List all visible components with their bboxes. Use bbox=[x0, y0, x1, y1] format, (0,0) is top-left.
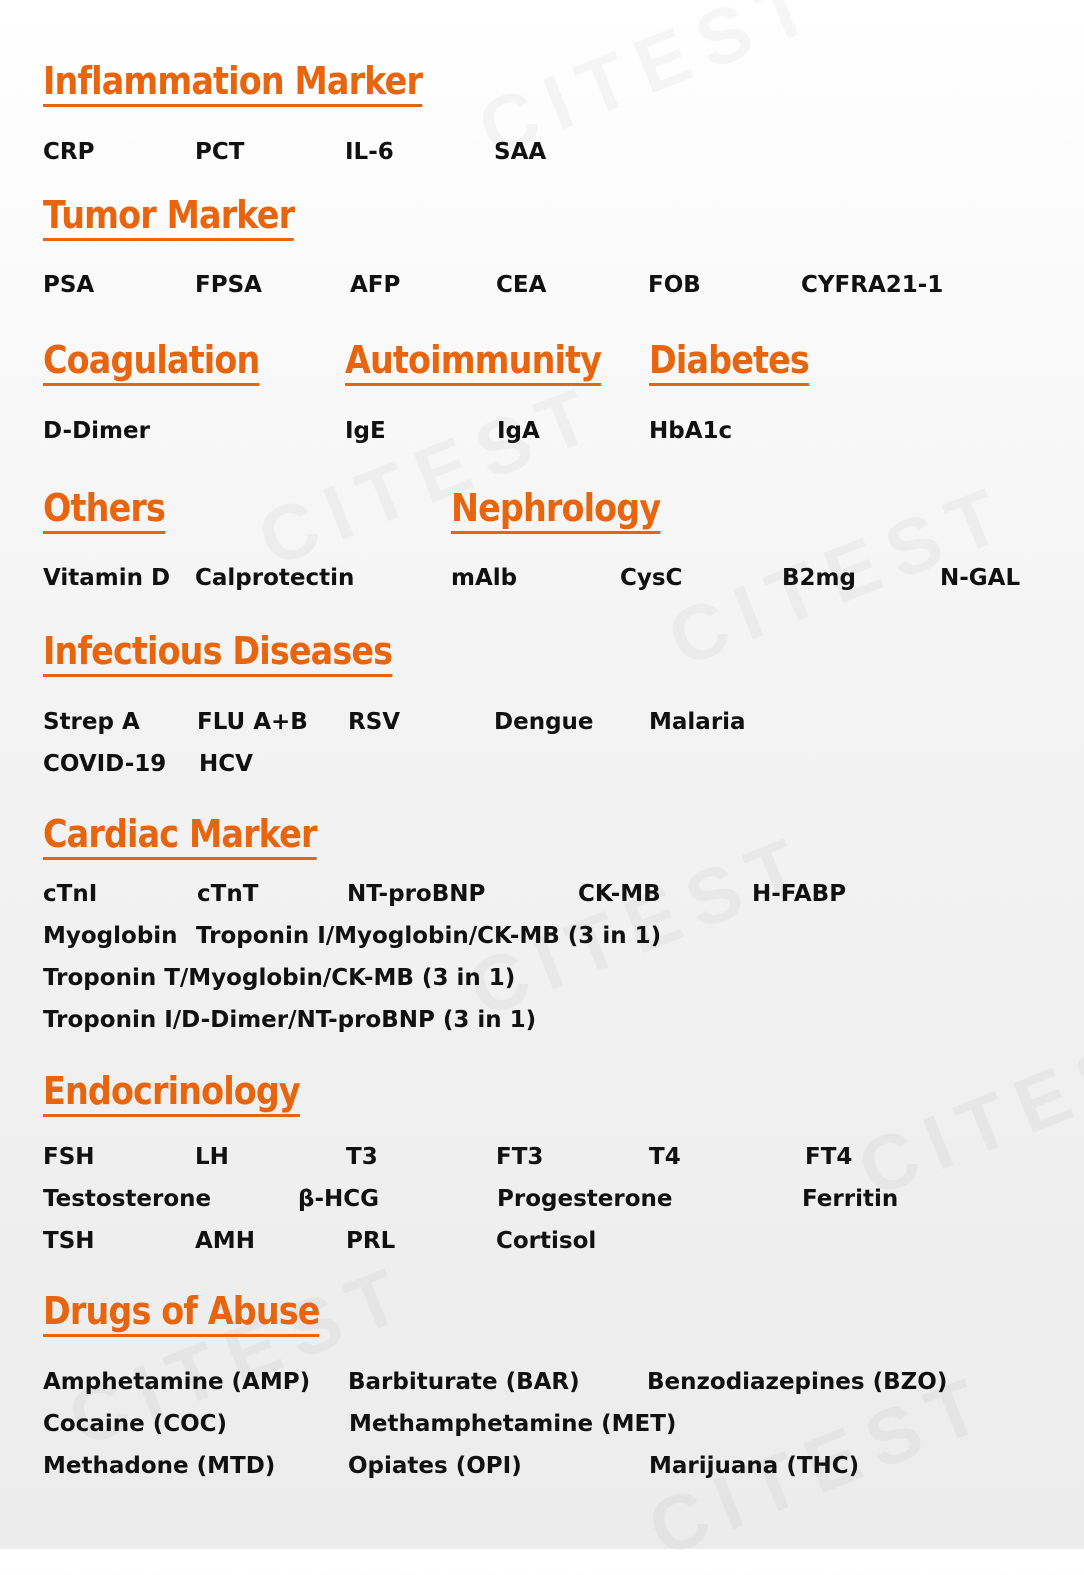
section-title-infectious: Infectious Diseases bbox=[43, 628, 392, 677]
test-item: Methadone (MTD) bbox=[43, 1453, 276, 1479]
test-item: Ferritin bbox=[802, 1186, 899, 1212]
test-item: Amphetamine (AMP) bbox=[43, 1369, 311, 1395]
test-item: T3 bbox=[346, 1144, 378, 1170]
test-item: Marijuana (THC) bbox=[649, 1453, 860, 1479]
section-title-nephrology: Nephrology bbox=[451, 485, 660, 534]
test-item: CK-MB bbox=[578, 881, 661, 907]
test-item: Methamphetamine (MET) bbox=[349, 1411, 677, 1437]
test-item: cTnI bbox=[43, 881, 98, 907]
test-item: IgE bbox=[345, 418, 386, 444]
test-item: AFP bbox=[350, 272, 401, 298]
test-item: Benzodiazepines (BZO) bbox=[647, 1369, 948, 1395]
test-item: Cortisol bbox=[496, 1228, 597, 1254]
watermark bbox=[846, 996, 1084, 1216]
test-item: COVID-19 bbox=[43, 751, 167, 777]
test-item: N-GAL bbox=[940, 565, 1021, 591]
test-item: CRP bbox=[43, 139, 95, 165]
test-item: CYFRA21-1 bbox=[801, 272, 944, 298]
section-title-inflammation: Inflammation Marker bbox=[43, 58, 422, 107]
test-item: RSV bbox=[348, 709, 401, 735]
test-item: mAlb bbox=[451, 565, 518, 591]
test-item: CysC bbox=[620, 565, 683, 591]
test-item: Troponin T/Myoglobin/CK-MB (3 in 1) bbox=[43, 965, 516, 991]
test-item: Barbiturate (BAR) bbox=[348, 1369, 580, 1395]
test-item: HbA1c bbox=[649, 418, 733, 444]
section-title-autoimmunity: Autoimmunity bbox=[345, 337, 601, 386]
test-item: Progesterone bbox=[497, 1186, 673, 1212]
test-item: T4 bbox=[649, 1144, 681, 1170]
test-item: Cocaine (COC) bbox=[43, 1411, 228, 1437]
test-item: D-Dimer bbox=[43, 418, 150, 444]
section-title-drugs: Drugs of Abuse bbox=[43, 1288, 320, 1337]
test-item: IL-6 bbox=[345, 139, 394, 165]
test-item: Malaria bbox=[649, 709, 746, 735]
test-item: FLU A+B bbox=[197, 709, 308, 735]
test-item: Myoglobin bbox=[43, 923, 178, 949]
test-item: Calprotectin bbox=[195, 565, 355, 591]
test-item: Vitamin D bbox=[43, 565, 171, 591]
section-title-endocrinology: Endocrinology bbox=[43, 1068, 300, 1117]
test-item: Opiates (OPI) bbox=[348, 1453, 522, 1479]
section-title-cardiac: Cardiac Marker bbox=[43, 811, 317, 860]
test-item: CEA bbox=[496, 272, 547, 298]
test-item: FT4 bbox=[805, 1144, 853, 1170]
test-item: Strep A bbox=[43, 709, 140, 735]
test-item: SAA bbox=[494, 139, 547, 165]
test-item: Troponin I/Myoglobin/CK-MB (3 in 1) bbox=[196, 923, 662, 949]
test-item: Testosterone bbox=[43, 1186, 212, 1212]
section-title-coagulation: Coagulation bbox=[43, 337, 259, 386]
test-item: PCT bbox=[195, 139, 245, 165]
test-item: cTnT bbox=[197, 881, 259, 907]
test-item: FSH bbox=[43, 1144, 95, 1170]
test-item: IgA bbox=[497, 418, 540, 444]
test-item: PRL bbox=[346, 1228, 396, 1254]
test-item: Troponin I/D-Dimer/NT-proBNP (3 in 1) bbox=[43, 1007, 537, 1033]
test-item: FPSA bbox=[195, 272, 262, 298]
test-item: Dengue bbox=[494, 709, 594, 735]
section-title-others: Others bbox=[43, 485, 165, 534]
test-item: HCV bbox=[199, 751, 253, 777]
section-title-diabetes: Diabetes bbox=[649, 337, 809, 386]
test-item: LH bbox=[195, 1144, 229, 1170]
section-title-tumor: Tumor Marker bbox=[43, 192, 294, 241]
test-item: B2mg bbox=[782, 565, 856, 591]
test-item: H-FABP bbox=[752, 881, 847, 907]
watermark bbox=[246, 366, 615, 586]
test-item: FT3 bbox=[496, 1144, 544, 1170]
test-item: FOB bbox=[648, 272, 701, 298]
test-item: β-HCG bbox=[298, 1186, 380, 1212]
test-item: TSH bbox=[43, 1228, 95, 1254]
test-item: PSA bbox=[43, 272, 95, 298]
test-item: NT-proBNP bbox=[347, 881, 486, 907]
test-item: AMH bbox=[195, 1228, 255, 1254]
